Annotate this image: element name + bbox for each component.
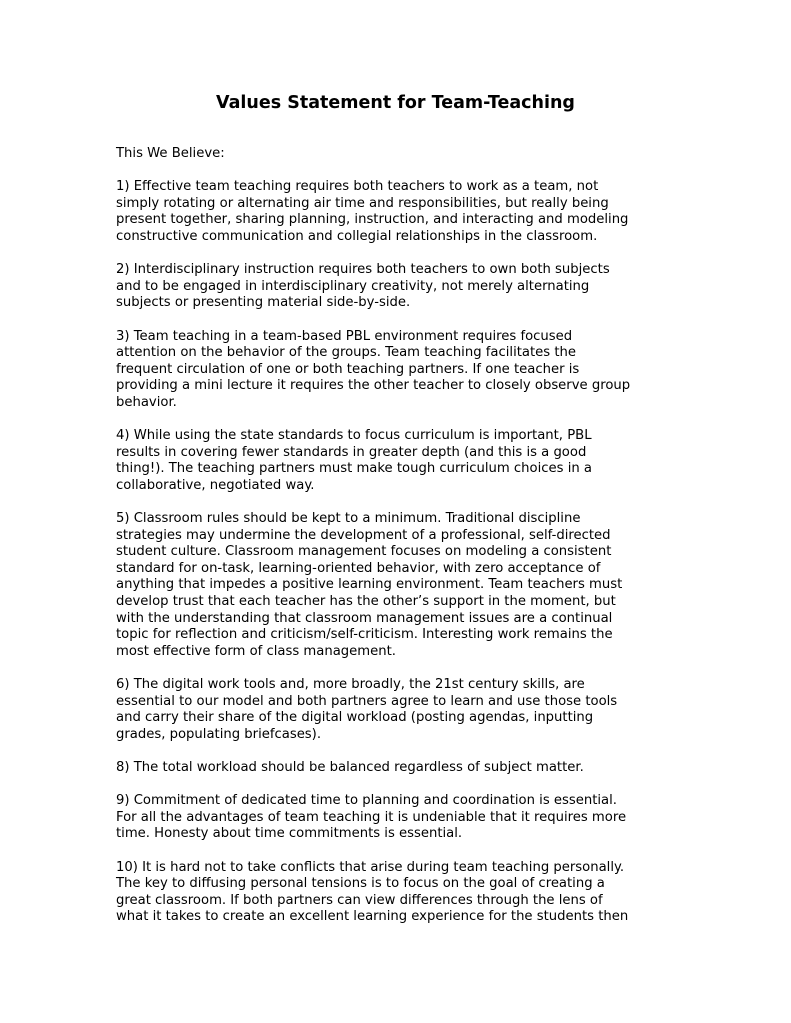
- document-title: Values Statement for Team-Teaching: [216, 93, 575, 113]
- belief-item-3: 3) Team teaching in a team-based PBL environment requires focused attention on the behavior of the groups. Team teaching facilitates the frequent circulation of one or both teaching partners. If one teacher is providing a mini lecture it requires the other teacher to closely observe group behavior.: [116, 328, 631, 410]
- document-body: [116, 146, 688, 943]
- belief-item-5: 5) Classroom rules should be kept to a minimum. Traditional discipline strategies may undermine the development of a professional, self-directed student culture. Classroom management focuses on modeling a consistent standard for on-task, learning-oriented behavior, with zero acceptance of anything that impedes a positive learning environment. Team teachers must develop trust that each teacher has the other’s support in the moment, but with the understanding that classroom management issues are a continual topic for reflection and criticism/self-criticism. Interesting work remains the most effective form of class management.: [116, 511, 623, 659]
- belief-item-10: 10) It is hard not to take conflicts that arise during team teaching personally. The key to diffusing personal tensions is to focus on the goal of creating a great classroom. If both partners can view differences through the lens of what it takes to create an excellent learning experience for the students then: [116, 859, 629, 925]
- intro-text: This We Believe:: [116, 146, 225, 161]
- belief-item-2: 2) Interdisciplinary instruction requires both teachers to own both subjects and to be engaged in interdisciplinary creativity, not merely alternating subjects or presenting material side-by-side.: [116, 262, 610, 311]
- belief-item-4: 4) While using the state standards to focus curriculum is important, PBL results in covering fewer standards in greater depth (and this is a good thing!). The teaching partners must make tough curriculum choices in a collaborative, negotiated way.: [116, 428, 592, 493]
- belief-item-1: 1) Effective team teaching requires both teachers to work as a team, not simply rotating or alternating air time and responsibilities, but really being present together, sharing planning, instruction, and interacting and modeling constructive communication and collegial relationships in the classroom.: [116, 179, 629, 244]
- belief-item-6: 6) The digital work tools and, more broadly, the 21st century skills, are essential to our model and both partners agree to learn and use those tools and carry their share of the digital workload (posting agendas, inputting grades, populating briefcases).: [116, 677, 618, 742]
- belief-item-8: 8) The total workload should be balanced regardless of subject matter.: [116, 759, 584, 775]
- belief-item-9: 9) Commitment of dedicated time to planning and coordination is essential. For all the advantages of team teaching it is undeniable that it requires more time. Honesty about time commitments is essential.: [116, 793, 627, 842]
